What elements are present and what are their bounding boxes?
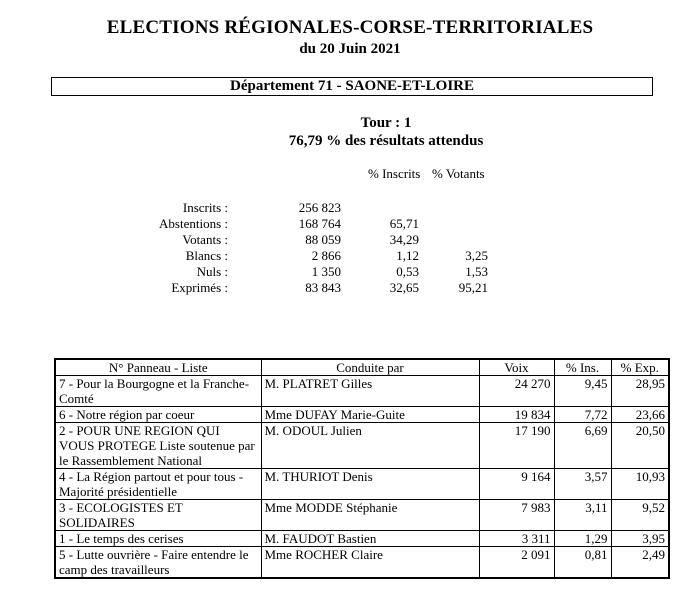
cell-voix: 19 834	[479, 407, 554, 423]
col-header-pct-votants: % Votants	[432, 166, 485, 181]
cell-pct-exp: 20,50	[611, 423, 669, 469]
col-header-pct-inscrits: % Inscrits	[368, 166, 421, 181]
stat-value: 256 823	[298, 200, 341, 215]
header-liste: N° Panneau - Liste	[55, 359, 261, 376]
cell-pct-exp: 3,95	[611, 531, 669, 547]
header-voix: Voix	[479, 359, 554, 376]
cell-conduite: Mme MODDE Stéphanie	[261, 500, 479, 531]
cell-pct-ins: 7,72	[554, 407, 611, 423]
cell-liste: 1 - Le temps des cerises	[55, 531, 261, 547]
stat-label: Abstentions :	[159, 216, 228, 231]
cell-voix: 24 270	[479, 376, 554, 407]
election-date: du 20 Juin 2021	[299, 41, 401, 57]
stat-label: Blancs :	[185, 248, 228, 263]
table-row	[55, 500, 669, 531]
table-row	[55, 376, 669, 407]
header-pct-ins: % Ins.	[554, 359, 611, 376]
page-title: ELECTIONS RÉGIONALES-CORSE-TERRITORIALES	[106, 17, 594, 38]
cell-liste: 6 - Notre région par coeur	[55, 407, 261, 423]
stat-pct-inscrits: 65,71	[389, 216, 419, 231]
stat-pct-votants: 3,25	[465, 248, 488, 263]
cell-pct-exp: 9,52	[611, 500, 669, 531]
stat-value: 168 764	[298, 216, 341, 231]
cell-pct-exp: 2,49	[611, 547, 669, 579]
table-row	[55, 423, 669, 469]
stat-row	[0, 248, 700, 264]
cell-pct-exp: 23,66	[611, 407, 669, 423]
stat-row	[0, 200, 700, 216]
results-table	[54, 358, 670, 579]
cell-conduite: M. THURIOT Denis	[261, 469, 479, 500]
cell-voix: 17 190	[479, 423, 554, 469]
cell-pct-exp: 10,93	[611, 469, 669, 500]
cell-voix: 3 311	[479, 531, 554, 547]
departement-banner: Département 71 - SAONE-ET-LOIRE	[51, 77, 653, 96]
stat-pct-inscrits: 34,29	[389, 232, 419, 247]
stat-label: Exprimés :	[171, 280, 228, 295]
cell-conduite: Mme DUFAY Marie-Guite	[261, 407, 479, 423]
stat-pct-votants: 95,21	[458, 280, 488, 295]
stat-value: 83 843	[305, 280, 341, 295]
stat-label: Inscrits :	[182, 200, 228, 215]
stat-pct-inscrits: 32,65	[389, 280, 419, 295]
cell-voix: 9 164	[479, 469, 554, 500]
table-row	[55, 547, 669, 579]
stat-row	[0, 232, 700, 248]
cell-pct-ins: 6,69	[554, 423, 611, 469]
table-row	[55, 407, 669, 423]
stat-pct-votants: 1,53	[465, 264, 488, 279]
stat-row	[0, 216, 700, 232]
stat-value: 2 866	[311, 248, 341, 263]
stat-row	[0, 280, 700, 296]
stat-pct-inscrits: 0,53	[396, 264, 419, 279]
cell-conduite: M. ODOUL Julien	[261, 423, 479, 469]
header-pct-exp: % Exp.	[611, 359, 669, 376]
stat-label: Nuls :	[196, 264, 228, 279]
stat-value: 88 059	[305, 232, 341, 247]
cell-pct-ins: 9,45	[554, 376, 611, 407]
stat-label: Votants :	[182, 232, 228, 247]
cell-conduite: Mme ROCHER Claire	[261, 547, 479, 579]
cell-conduite: M. FAUDOT Bastien	[261, 531, 479, 547]
cell-pct-ins: 3,11	[554, 500, 611, 531]
cell-liste: 3 - ECOLOGISTES ET SOLIDAIRES	[55, 500, 261, 531]
cell-liste: 2 - POUR UNE REGION QUI VOUS PROTEGE Liste soutenue par le Rassemblement National	[55, 423, 261, 469]
table-row	[55, 531, 669, 547]
table-row	[55, 469, 669, 500]
cell-conduite: M. PLATRET Gilles	[261, 376, 479, 407]
cell-pct-ins: 1,29	[554, 531, 611, 547]
results-header-row	[55, 359, 669, 376]
participation-stats	[0, 0, 700, 300]
cell-voix: 2 091	[479, 547, 554, 579]
stat-pct-inscrits: 1,12	[396, 248, 419, 263]
cell-voix: 7 983	[479, 500, 554, 531]
stat-value: 1 350	[311, 264, 341, 279]
stat-row	[0, 264, 700, 280]
cell-liste: 5 - Lutte ouvrière - Faire entendre le camp des travailleurs	[55, 547, 261, 579]
cell-pct-exp: 28,95	[611, 376, 669, 407]
tour-label: Tour : 1	[360, 115, 412, 131]
cell-liste: 7 - Pour la Bourgogne et la Franche-Comté	[55, 376, 261, 407]
results-expected: 76,79 % des résultats attendus	[288, 133, 484, 149]
header-conduite: Conduite par	[261, 359, 479, 376]
cell-pct-ins: 3,57	[554, 469, 611, 500]
cell-liste: 4 - La Région partout et pour tous - Majorité présidentielle	[55, 469, 261, 500]
cell-pct-ins: 0,81	[554, 547, 611, 579]
